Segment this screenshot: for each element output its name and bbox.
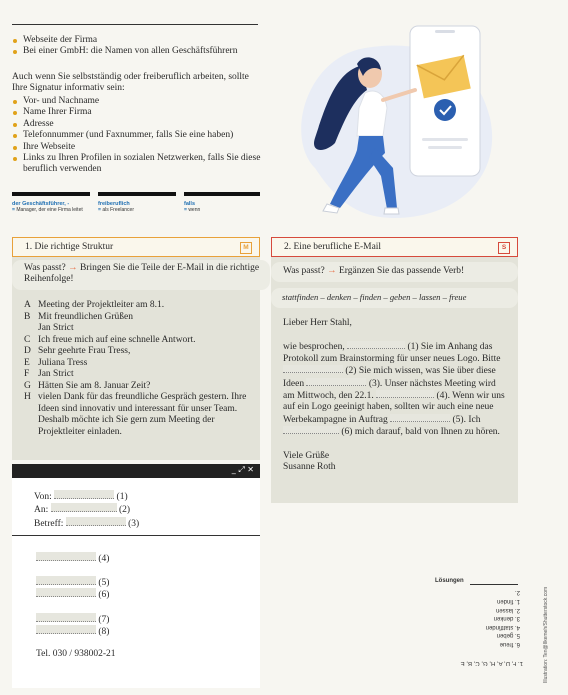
blank-field[interactable] — [283, 426, 339, 434]
glossary-bar — [184, 192, 260, 196]
glossary-term: der Geschäftsführer, - — [12, 201, 70, 207]
level-badge-m: M — [240, 242, 252, 254]
exercise-1-title: 1. Die richtige Struktur — [25, 242, 114, 252]
verb-bank: stattfinden – denken – finden – geben – lassen – freue — [271, 288, 518, 308]
blank-field[interactable] — [36, 613, 96, 622]
blank-field[interactable] — [36, 576, 96, 585]
solutions-list: 6. freue 5. geben 4. stattfinden 3. denken 2. lassen 1. finden 2. — [485, 589, 520, 648]
task-question: Was passt? — [283, 266, 325, 276]
glossary-definition: = wenn — [184, 207, 201, 213]
blank-field[interactable] — [66, 517, 126, 526]
glossary-definition: = als Freelancer — [98, 207, 134, 213]
blank-field[interactable] — [36, 588, 96, 597]
email-paragraph: wie besprochen, (1) Sie im Anhang das Protokoll zum Brainstorming für unser neues Logo. Bitte (2) Sie mich wissen, was Sie über diese Ideen (3). Unser nächstes Meeting wird am Mittwoch, den 22.1. (4). Wenn wir uns auf ein Logo geeinigt haben, sollten wir auch eine neue Werbekampagne in Auftrag (5). Ich (6) mich darauf, bald von Ihnen zu hören. — [283, 342, 505, 438]
blank-field[interactable] — [390, 414, 450, 422]
email-divider — [12, 535, 260, 536]
field-to: An: (2) — [34, 505, 131, 516]
list-item: B Mit freundlichen Grüßen — [24, 311, 133, 322]
blank-field[interactable] — [283, 365, 343, 373]
email-greeting: Lieber Herr Stahl, — [283, 318, 352, 328]
exercise-1-header — [12, 237, 260, 257]
email-body-blank: (7) — [36, 613, 109, 626]
blank-field[interactable] — [36, 552, 96, 561]
blank-field[interactable] — [306, 378, 366, 386]
bullet-item: Links zu Ihren Profilen in sozialen Netzwerken, falls Sie diese beruflich verwenden — [12, 153, 262, 176]
email-body-blank: (6) — [36, 588, 109, 601]
bullet-item: Bei einer GmbH: die Namen von allen Geschäftsführern — [12, 46, 262, 57]
email-text — [283, 318, 509, 473]
blank-field[interactable] — [54, 490, 114, 499]
intro-paragraph: Auch wenn Sie selbstständig oder freiberuflich arbeiten, sollte Ihre Signatur informativ sein: — [12, 72, 249, 94]
email-body-blank: (5) — [36, 576, 109, 589]
glossary-def-text: Manager, der eine Firma leitet — [16, 207, 83, 213]
illustration-credit: Illustration: Ten@Ilkemeh/Shutterstock.com — [543, 586, 549, 683]
exercise-2-task — [271, 262, 518, 282]
exercise-2-header — [271, 237, 518, 257]
blank-field[interactable] — [347, 341, 405, 349]
blank-field[interactable] — [36, 625, 96, 634]
email-closing: Viele Grüße — [283, 450, 330, 461]
arrow-right-icon: → — [68, 263, 78, 273]
task-text: Ergänzen Sie das passende Verb! — [338, 266, 465, 276]
field-subject: Betreff: (3) — [34, 518, 140, 529]
list-item: E Juliana Tress — [24, 357, 88, 368]
blank-field[interactable] — [51, 503, 117, 512]
email-illustration — [275, 18, 515, 228]
list-item: G Hätten Sie am 8. Januar Zeit? — [24, 380, 151, 391]
email-header-fields — [34, 490, 139, 530]
field-from: Von: (1) — [34, 492, 128, 502]
signature-phone: Tel. 030 / 938002-21 — [36, 649, 116, 659]
exercise-1-task — [12, 260, 270, 290]
list-item: D Sehr geehrte Frau Tress, — [24, 346, 131, 356]
level-badge-s: S — [498, 242, 510, 254]
list-item: F Jan Strict — [24, 369, 74, 379]
solutions-rule — [470, 584, 518, 585]
bullet-item: Ihre Webseite — [12, 142, 262, 153]
top-bullet-list — [12, 35, 262, 58]
bullet-item: Webseite der Firma — [12, 35, 262, 46]
solutions-title: Lösungen — [435, 578, 464, 584]
blank-field[interactable] — [376, 390, 434, 398]
exercise-2-title: 2. Eine berufliche E-Mail — [284, 242, 382, 252]
arrow-right-icon: → — [327, 266, 337, 276]
glossary-entry — [184, 192, 260, 213]
signature-bullet-list — [12, 96, 262, 176]
list-item: H vielen Dank für das freundliche Gespräch gestern. Ihre Ideen sind innovativ und interessant für unser Team. Deshalb möchte ich Sie gern zum Meeting der Projektleiter einladen. — [24, 392, 247, 437]
bullet-item: Telefonnummer (und Faxnummer, falls Sie eine haben) — [12, 130, 262, 141]
email-body-blank: (8) — [36, 625, 109, 638]
task-question: Was passt? — [24, 263, 66, 273]
email-body-blank: (4) — [36, 552, 109, 565]
glossary-bar — [98, 192, 176, 196]
glossary-def-text: wenn — [188, 207, 201, 213]
glossary-entry — [98, 192, 176, 213]
email-sender-name: Susanne Roth — [283, 462, 336, 473]
window-controls-icon[interactable]: _ ⤢ ✕ — [231, 465, 254, 474]
list-item: A Meeting der Projektleiter am 8.1. — [24, 300, 165, 310]
glossary-def-text: als Freelancer — [102, 207, 134, 213]
bullet-item: Vor- und Nachname — [12, 96, 262, 107]
glossary-entry — [12, 192, 90, 213]
top-rule — [12, 24, 258, 25]
glossary-term: freiberuflich — [98, 201, 130, 207]
glossary-definition: = Manager, der eine Firma leitet — [12, 207, 83, 213]
task-text: Bringen Sie die Teile der E-Mail in die richtige Reihenfolge! — [24, 263, 260, 285]
bullet-item: Name Ihrer Firma — [12, 107, 262, 118]
list-item: Jan Strict — [38, 323, 74, 333]
list-item: C Ich freue mich auf eine schnelle Antwort. — [24, 334, 196, 345]
glossary-term: falls — [184, 201, 196, 207]
glossary-bar — [12, 192, 90, 196]
exercise-1-items — [24, 300, 256, 438]
bullet-item: Adresse — [12, 119, 262, 130]
email-window-titlebar — [12, 464, 260, 478]
solutions-sequence: 1. F, D, A, H, G, C, B, E — [460, 660, 523, 666]
